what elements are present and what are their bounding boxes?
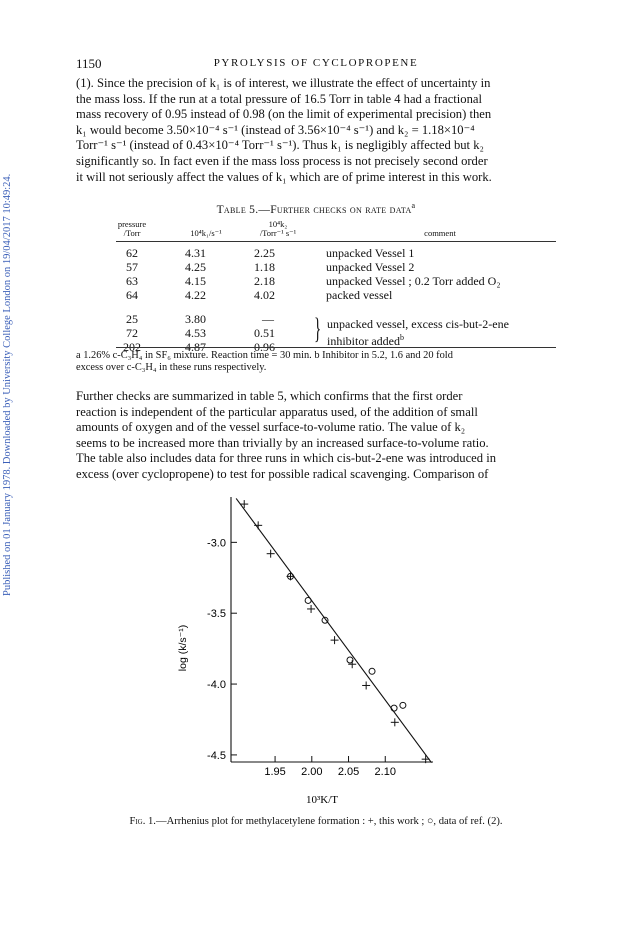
footnote-line1: a 1.26% c-C₃H₄ in SF₆ mixture. Reaction time = 30 min. b Inhibitor in 5.2, 1.6 and 20 fold — [76, 350, 453, 361]
group-comment-line2-text: inhibitor added — [327, 334, 400, 348]
text-line: amounts of oxygen and of the vessel surface-to-volume ratio. The value of k₂ — [76, 420, 466, 435]
table-cell-pressure: 202 — [123, 340, 141, 354]
table-cell-pressure: 63 — [126, 274, 138, 288]
table-cell-k1: 4.87 — [185, 340, 206, 354]
table-cell-comment: packed vessel — [326, 288, 393, 302]
text-line: Further checks are summarized in table 5, which confirms that the first order — [76, 389, 463, 403]
table-cell-comment: unpacked Vessel 1 — [326, 246, 415, 260]
chart-marks — [236, 498, 431, 763]
table-cell-comment: unpacked Vessel 2 — [326, 260, 415, 274]
text-line: k₁ would become 3.50×10⁻⁴ s⁻¹ (instead of 3.56×10⁻⁴ s⁻¹) and k₂ = 1.18×10⁻⁴ — [76, 122, 475, 137]
fit-line — [236, 498, 431, 762]
point-this-work — [362, 681, 370, 689]
table-caption-mark: a — [411, 201, 416, 210]
text-line: (1). Since the precision of k₁ is of interest, we illustrate the effect of uncertainty in — [76, 76, 491, 90]
figure-caption-label: Fig. 1. — [129, 816, 156, 827]
table-cell-pressure: 72 — [126, 326, 138, 340]
x-tick-label: 1.95 — [264, 766, 286, 778]
x-tick-label: 2.05 — [337, 766, 360, 778]
table-cell-k2: 2.25 — [254, 246, 275, 260]
point-this-work — [240, 500, 248, 508]
text-line: mass recovery of 0.95 instead of 0.98 (on the limit of experimental precision) then — [76, 107, 492, 122]
table-cell-k1: 4.25 — [185, 260, 206, 274]
point-ref-2 — [400, 702, 406, 708]
point-this-work — [307, 605, 315, 613]
footnote-line2: excess over c-C₃H₄ in these runs respectively. — [76, 362, 267, 374]
y-tick-label: -4.0 — [207, 679, 226, 692]
table-cell-pressure: 25 — [126, 312, 138, 326]
col-header-pressure-top: pressure — [117, 219, 147, 229]
text-line: The table also includes data for three runs in which cis-but-2-ene was introduced in — [76, 451, 497, 466]
x-axis-label: 10³K/T — [305, 794, 339, 806]
point-ref-2 — [305, 597, 311, 603]
point-this-work — [391, 718, 399, 726]
table-cell-pressure: 64 — [126, 288, 138, 302]
text-line: significantly so. In fact even if the mass loss process is not precisely second order — [76, 153, 488, 168]
col-header-k2-top: 10⁴k₂ — [268, 219, 288, 229]
table-cell-k1: 4.15 — [185, 274, 206, 288]
y-tick-label: -3.5 — [207, 608, 226, 621]
group-comment-line1: unpacked vessel, excess cis-but-2-ene — [327, 317, 509, 331]
text-line: seems to be increased more than trivially by an increased surface-to-volume ratio. — [76, 435, 489, 450]
page-number: 1150 — [76, 56, 102, 71]
table-cell-k2: 4.02 — [254, 288, 275, 302]
x-tick-label: 2.10 — [374, 766, 396, 778]
point-this-work — [267, 550, 275, 558]
table-cell-k1: 4.53 — [185, 326, 206, 340]
x-tick-label: 2.00 — [301, 766, 323, 778]
table-cell-k2: 1.18 — [254, 260, 275, 274]
table-caption-label: Table 5. — [216, 203, 259, 216]
table-cell-k2: 0.51 — [254, 326, 275, 340]
table-cell-k2: 2.18 — [254, 274, 275, 288]
table-cell-pressure: 57 — [126, 260, 138, 274]
y-tick-label: -4.5 — [207, 749, 226, 762]
group-brace: } — [314, 312, 322, 345]
col-header-pressure-unit: /Torr — [123, 228, 141, 238]
table-cell-k1: 4.22 — [185, 288, 206, 302]
group-comment-mark: b — [399, 333, 404, 342]
figure-caption — [76, 816, 556, 827]
table-cell-comment: unpacked Vessel ; 0.2 Torr added O₂ — [326, 274, 501, 288]
col-header-k2-unit: /Torr⁻¹ s⁻¹ — [259, 228, 297, 238]
point-ref-2 — [391, 705, 397, 711]
table-cell-k2: 0.96 — [254, 340, 275, 354]
text-line: Torr⁻¹ s⁻¹ (instead of 0.43×10⁻⁴ Torr⁻¹ s⁻¹). Thus k₁ is negligibly affected but k₂ — [76, 138, 484, 153]
point-this-work — [331, 636, 339, 644]
table-cell-k1: 4.31 — [185, 246, 206, 260]
col-header-comment: comment — [424, 228, 456, 238]
running-title: PYROLYSIS OF CYCLOPROPENE — [213, 57, 419, 69]
point-ref-2 — [347, 657, 353, 663]
text-line: excess (over cyclopropene) to test for possible radical scavenging. Comparison of — [76, 466, 489, 481]
text-line: reaction is independent of the particular apparatus used, of the addition of small — [76, 404, 478, 419]
point-ref-2 — [369, 668, 375, 674]
figure-caption-text: —Arrhenius plot for methylacetylene formation : +, this work ; ○, data of ref. (2). — [155, 816, 503, 827]
y-axis-label: log (k/s⁻¹) — [177, 624, 189, 672]
point-this-work — [254, 521, 262, 529]
text-line: it will not seriously affect the values of k₁ which are of prime interest in this work. — [76, 169, 492, 184]
y-tick-label: -3.0 — [207, 537, 226, 550]
sidebar-publication-note: Published on 01 January 1978. Downloaded by University College London on 19/04/2017 10:49:24. — [2, 173, 13, 597]
table-cell-pressure: 62 — [126, 246, 138, 260]
table-cell-k1: 3.80 — [185, 312, 206, 326]
col-header-k1: 10⁴k₁/s⁻¹ — [190, 228, 222, 238]
chart-axes — [207, 497, 433, 778]
table-caption-text: —Further checks on rate data — [258, 203, 412, 216]
text-line: the mass loss. If the run at a total pressure of 16.5 Torr in table 4 had a fractional — [76, 91, 482, 106]
table-cell-k2: — — [262, 312, 274, 326]
